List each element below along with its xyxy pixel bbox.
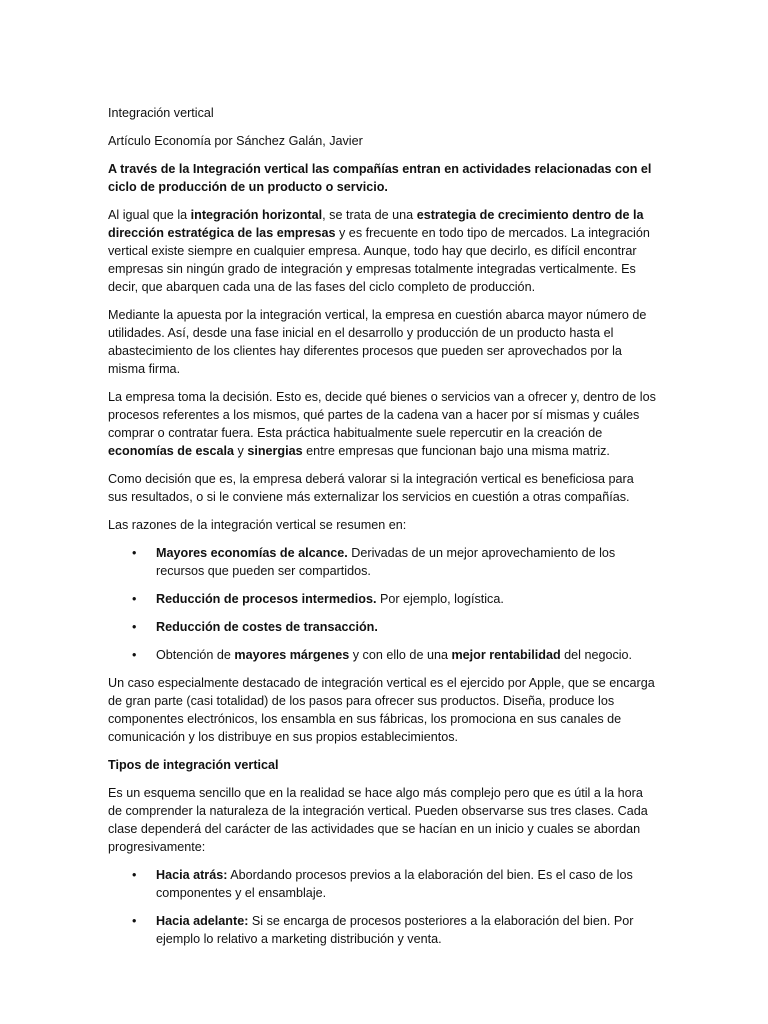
list-item-text: del negocio. [560,648,633,662]
byline: Artículo Economía por Sánchez Galán, Javier [108,134,363,148]
list-item-bold: Mayores economías de alcance. [156,546,348,560]
list-item [108,618,656,636]
paragraph-5: Las razones de la integración vertical se resumen en: [108,518,407,532]
link-economias-de-escala[interactable]: economías de escala [108,444,235,458]
list-item [108,544,656,580]
list-item-bold: Reducción de costes de transacción. [156,620,378,634]
bullet-icon: • [132,546,137,560]
list-item-text: Abordando procesos previos a la elaboración del bien. Es el caso de los componentes y el ensamblaje. [156,868,633,900]
link-mayores-margenes[interactable]: mayores márgenes [234,648,350,662]
emphasis-estrategia: estrategia de crecimiento dentro de la dirección estratégica de las empresas [108,208,644,240]
list-item [108,866,656,902]
paragraph-7: Es un esquema sencillo que en la realidad se hace algo más complejo pero que es útil a la hora de comprender la naturaleza de la integración vertical. Pueden observarse sus tres clases. Cada clase dependerá del carácter de las actividades que se hacían en un inicio y cuales se abordan progresivamente: [108,786,648,854]
text: y es frecuente en todo tipo de mercados. La integración vertical existe siempre en cualquier empresa. Aunque, todo hay que decirlo, es difícil encontrar empresas sin ningún grado de integración y empresas totalmente integradas verticalmente. Es decir, que abarquen cada una de las fases del ciclo completo de producción. [108,226,650,294]
link-mejor-rentabilidad[interactable]: mejor rentabilidad [451,648,561,662]
list-item-text: Obtención de [156,648,235,662]
paragraph-3 [108,388,656,460]
text: , se trata de una [322,208,417,222]
paragraph-6: Un caso especialmente destacado de integración vertical es el ejercido por Apple, que se encarga de gran parte (casi totalidad) de los pasos para ofrecer sus productos. Diseña, produce los componentes electrónicos, los ensambla en sus fábricas, los promociona en sus canales de comunicación y los distribuye en sus propios establecimientos. [108,676,655,744]
section-subtitle: Tipos de integración vertical [108,758,279,772]
reasons-list [108,544,656,664]
link-integracion-horizontal[interactable]: integración horizontal [190,208,323,222]
bullet-icon: • [132,620,137,634]
intro-paragraph: A través de la Integración vertical las compañías entran en actividades relacionadas con el ciclo de producción de un producto o servicio. [108,162,652,194]
bullet-icon: • [132,648,137,662]
link-sinergias[interactable]: sinergias [247,444,303,458]
bullet-icon: • [132,914,137,928]
list-item-bold: Hacia atrás: [156,868,228,882]
list-item-bold: Reducción de procesos intermedios. [156,592,377,606]
list-item-text: Por ejemplo, logística. [376,592,504,606]
text: La empresa toma la decisión. Esto es, decide qué bienes o servicios van a ofrecer y, dentro de los procesos referentes a los mismos, qué partes de la cadena van a hacer por sí mismas y cuáles comprar o contratar fuera. Esta práctica habitualmente suele repercutir en la creación de [108,390,656,440]
document-title: Integración vertical [108,106,214,120]
list-item [108,646,656,664]
document-page [108,100,656,958]
bullet-icon: • [132,868,137,882]
types-list [108,866,656,948]
list-item-bold: Hacia adelante: [156,914,249,928]
list-item-text: y con ello de una [349,648,452,662]
bullet-icon: • [132,592,137,606]
paragraph-4: Como decisión que es, la empresa deberá valorar si la integración vertical es beneficiosa para sus resultados, o si le conviene más externalizar los servicios en cuestión a otras compañías. [108,472,634,504]
text: Al igual que la [108,208,191,222]
list-item [108,912,656,948]
paragraph-2: Mediante la apuesta por la integración vertical, la empresa en cuestión abarca mayor número de utilidades. Así, desde una fase inicial en el desarrollo y producción de un producto hasta el abastecimiento de los clientes hay diferentes procesos que pueden ser aprovechados por la misma firma. [108,308,647,376]
list-item-text: Si se encarga de procesos posteriores a la elaboración del bien. Por ejemplo lo relativo a marketing distribución y venta. [156,914,634,946]
list-item [108,590,656,608]
paragraph-1 [108,206,656,296]
text: entre empresas que funcionan bajo una misma matriz. [302,444,610,458]
list-item-text: Derivadas de un mejor aprovechamiento de los recursos que pueden ser compartidos. [156,546,616,578]
text: y [234,444,248,458]
